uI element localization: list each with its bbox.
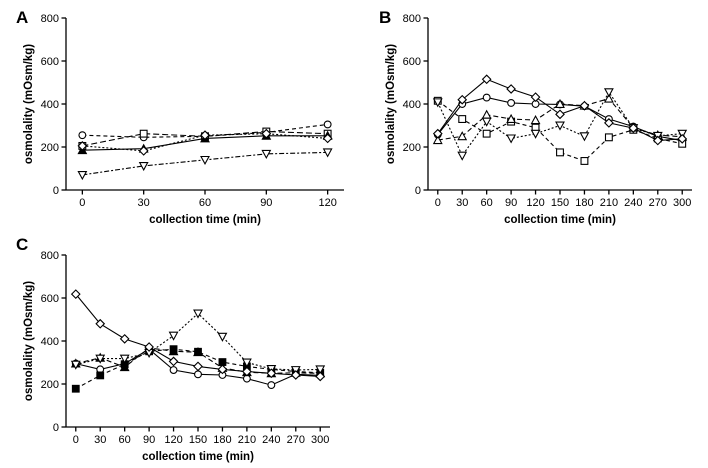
x-tick-label: 120 (526, 197, 545, 209)
data-point-marker (605, 89, 613, 96)
x-tick-label: 60 (198, 197, 212, 209)
x-axis-label: collection time (min) (149, 214, 261, 226)
y-tick-label: 800 (40, 250, 59, 262)
x-tick-label: 30 (137, 197, 150, 209)
series-subject-4 (78, 149, 331, 179)
x-tick-label: 90 (504, 197, 518, 209)
data-point-marker (121, 335, 129, 343)
data-point-marker (605, 134, 612, 141)
y-tick-label: 600 (40, 56, 59, 68)
data-point-marker (79, 132, 86, 139)
data-point-marker (580, 133, 588, 140)
data-point-marker (531, 93, 539, 101)
x-tick-label: 60 (480, 197, 493, 209)
x-tick-label: 150 (550, 197, 570, 209)
y-tick-label: 0 (52, 422, 59, 434)
x-tick-label: 30 (94, 434, 107, 446)
x-tick-label: 0 (79, 197, 86, 209)
axes (66, 255, 330, 427)
data-point-marker (195, 371, 202, 378)
data-point-marker (532, 116, 540, 123)
data-point-marker (508, 100, 515, 107)
x-tick-label: 180 (213, 434, 232, 446)
y-tick-label: 200 (40, 379, 59, 391)
data-point-marker (556, 122, 564, 129)
y-tick-label: 600 (402, 56, 421, 68)
series-subject-5 (434, 75, 687, 144)
data-point-marker (556, 110, 564, 118)
data-point-marker (170, 367, 177, 374)
data-point-marker (324, 121, 331, 128)
x-tick-label: 0 (434, 197, 441, 209)
x-axis-ticks (79, 190, 337, 209)
data-point-marker (507, 85, 515, 93)
chart-a (0, 0, 360, 232)
panel-b (362, 0, 708, 232)
x-axis-ticks (73, 427, 330, 446)
panel-a (0, 0, 360, 232)
x-tick-label: 300 (673, 197, 692, 209)
y-tick-label: 200 (402, 142, 421, 154)
x-tick-label: 120 (164, 434, 183, 446)
x-tick-label: 300 (311, 434, 330, 446)
x-tick-label: 270 (648, 197, 667, 209)
x-axis-ticks (435, 190, 692, 209)
x-axis-label: collection time (min) (504, 214, 616, 226)
data-point-marker (483, 118, 491, 125)
y-axis-ticks (41, 13, 66, 197)
x-tick-label: 210 (237, 434, 257, 446)
data-point-marker (483, 130, 490, 137)
data-point-marker (97, 372, 104, 379)
data-point-marker (218, 333, 226, 340)
panel-letter-b: B (379, 8, 392, 27)
y-tick-label: 400 (40, 99, 59, 111)
data-point-marker (169, 357, 177, 365)
y-axis-ticks (403, 13, 428, 197)
y-tick-label: 600 (40, 293, 59, 305)
data-point-marker (268, 382, 275, 389)
y-tick-label: 800 (40, 13, 59, 25)
panel-letter-a: A (16, 8, 29, 27)
x-tick-label: 60 (118, 434, 131, 446)
data-point-marker (507, 135, 515, 142)
data-point-marker (194, 362, 202, 370)
data-point-marker (170, 332, 178, 339)
x-tick-label: 240 (624, 197, 643, 209)
x-tick-label: 30 (456, 197, 469, 209)
x-tick-label: 270 (286, 434, 305, 446)
data-point-marker (483, 111, 491, 118)
data-point-marker (581, 158, 588, 165)
data-point-marker (483, 94, 490, 101)
panel-letter-c: C (16, 235, 29, 254)
y-axis-label: osmolality (mOsm/kg) (23, 43, 35, 165)
chart-c (0, 227, 360, 468)
y-tick-label: 0 (414, 185, 421, 197)
y-tick-label: 0 (52, 185, 59, 197)
x-tick-label: 90 (142, 434, 156, 446)
x-axis-label: collection time (min) (142, 451, 254, 463)
x-tick-label: 0 (72, 434, 79, 446)
y-tick-label: 400 (402, 99, 421, 111)
chart-b (362, 0, 708, 232)
x-tick-label: 210 (599, 197, 619, 209)
x-tick-label: 180 (575, 197, 594, 209)
y-axis-ticks (41, 250, 66, 434)
x-tick-label: 90 (260, 197, 273, 209)
y-tick-label: 200 (40, 142, 59, 154)
data-point-marker (72, 385, 79, 392)
x-tick-label: 150 (188, 434, 208, 446)
y-axis-label: osmolality (mOsm/kg) (385, 43, 397, 165)
x-tick-label: 240 (262, 434, 281, 446)
data-point-marker (140, 130, 147, 137)
x-tick-label: 120 (318, 197, 337, 209)
data-point-marker (458, 152, 466, 159)
data-point-marker (557, 149, 564, 156)
data-point-marker (459, 116, 466, 123)
y-axis-label: osmolality (mOsm/kg) (23, 280, 35, 402)
y-tick-label: 800 (402, 13, 421, 25)
data-point-marker (78, 172, 86, 179)
panel-c (0, 227, 360, 468)
data-point-marker (201, 157, 209, 164)
data-point-marker (218, 365, 226, 373)
y-tick-label: 400 (40, 336, 59, 348)
